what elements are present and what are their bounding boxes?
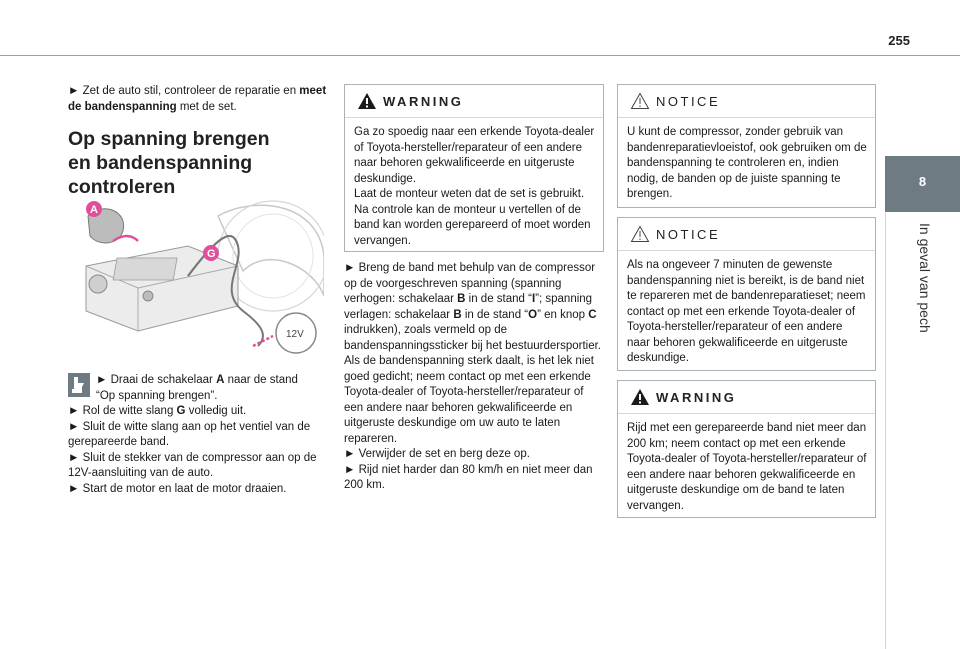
header-rule [0,55,960,56]
label-a: A [90,204,98,216]
step-1-text: ► Draai de schakelaar [96,374,217,386]
step-2-text-end: volledig uit. [185,405,247,417]
col2-p1-bold-i: I [531,293,536,305]
col2-paragraph-2: Als de bandenspanning sterk daalt, is het lek niet goed gedicht; neem contact op met een erkende Toyota-dealer of Toyota-hersteller/reparateur of een andere naar behoren gekwalificeerde en uitgeruste deskundige om uw auto te laten repareren. [344,355,594,445]
col2-paragraph-3: ► Verwijder de set en berg deze op. [344,448,530,460]
col2-paragraph-1 [344,261,602,354]
notice-header-1 [618,85,875,118]
heading-line-3: controleren [68,176,176,198]
hand-tool-icon [68,373,90,397]
warning-icon [630,388,650,406]
chapter-title: In geval van pech [917,223,933,333]
socket-label: 12V [286,329,304,340]
bullet-arrow: ► [68,85,80,97]
col2-paragraph-4: ► Rijd niet harder dan 80 km/h en niet meer dan 200 km. [344,463,593,491]
col2-p1-text-g: in de stand “ [461,308,529,321]
intro-paragraph [68,84,328,115]
heading-line-1: Op spanning brengen [68,128,270,150]
notice-title-1: NOTICE [656,94,721,109]
warning-box-1 [344,84,604,252]
warning-body-2: Rijd met een gerepareerde band niet meer dan 200 km; neem contact op met een erkende Toyota-dealer of Toyota-hersteller/reparateur of een andere naar behoren gekwalificeerde en uitgeruste deskundige om de band te laten vervangen. [627,422,867,512]
intro-text-end: met de set. [176,100,237,113]
warning-header-2 [618,381,875,414]
notice-icon [630,225,650,243]
column-2-text [344,261,602,494]
col2-p1-bold-b2: B [453,308,462,321]
notice-box-2 [617,217,876,371]
col2-p1-text-k: indrukken), zoals vermeld op de bandenspanningssticker bij het bestuurdersportier. [344,324,601,352]
step-4: ► Sluit de stekker van de compressor aan op de 12V-aansluiting van de auto. [68,451,317,479]
compressor-illustration [68,196,324,366]
step-3: ► Sluit de witte slang aan op het ventiel van de gerepareerde band. [68,420,311,448]
step-1-cont: “Op spanning brengen”. [96,389,218,402]
col2-p1-text-i: ” en knop [537,308,589,321]
col2-p1-bold-b: B [457,293,466,305]
col2-p1-text-e: ”; spanning verlagen: schakelaar [344,293,593,321]
step-1 [68,373,330,389]
page-number: 255 [888,33,910,48]
col2-p1-text-c: in de stand “ [465,293,532,305]
warning-body-p2: Laat de monteur weten dat de set is gebruikt. Na controle kan de monteur u vertellen of de band kan worden gerepareerd of moet worden vervangen. [354,188,591,247]
warning-box-2 [617,380,876,518]
label-g: G [207,248,216,260]
step-5: ► Start de motor en laat de motor draaien. [68,482,287,495]
warning-icon [357,92,377,110]
intro-text: Zet de auto stil, controleer de reparatie en [79,85,300,97]
chapter-number: 8 [918,174,927,189]
chapter-tab[interactable] [885,156,960,212]
col2-p1-bold-c: C [588,308,597,321]
intro-bold-text: meet de bandenspanning [68,85,327,113]
steps-list [68,373,330,497]
notice-body-1: U kunt de compressor, zonder gebruik van bandenreparatievloeistof, ook gebruiken om de bandenspanning te controleren en, indien nodig, de banden op de juiste spanning te brengen. [627,126,867,200]
heading-line-2: en bandenspanning [68,152,253,174]
step-1-text-end: naar de stand [224,374,298,386]
chapter-side-panel [885,213,960,649]
section-heading [68,127,328,199]
notice-icon [630,92,650,110]
col2-p1-bold-o: O [528,308,538,321]
notice-header-2 [618,218,875,251]
warning-title: WARNING [383,94,464,109]
col2-p1-text: ► Breng de band met behulp van de compressor op de voorgeschreven spanning (spanning verhogen: schakelaar [344,262,596,305]
warning-body-p1: Ga zo spoedig naar een erkende Toyota-dealer of Toyota-hersteller/reparateur of een andere naar behoren gekwalificeerde en uitgeruste deskundige. [354,126,595,185]
step-2-bold: G [176,405,186,417]
step-2-text: ► Rol de witte slang [68,405,177,417]
step-1-bold: A [216,374,225,386]
warning-body [354,125,595,249]
notice-body-2: Als na ongeveer 7 minuten de gewenste bandenspanning niet is bereikt, is de band niet te repareren met de bandenreparatieset; neem contact op met een erkende Toyota-dealer of Toyota-hersteller/reparateur of een andere naar behoren gekwalificeerde en uitgeruste deskundige. [627,259,866,364]
warning-header [345,85,603,118]
step-2 [68,404,330,420]
notice-title-2: NOTICE [656,227,721,242]
notice-box-1 [617,84,876,208]
warning-title-2: WARNING [656,390,737,405]
